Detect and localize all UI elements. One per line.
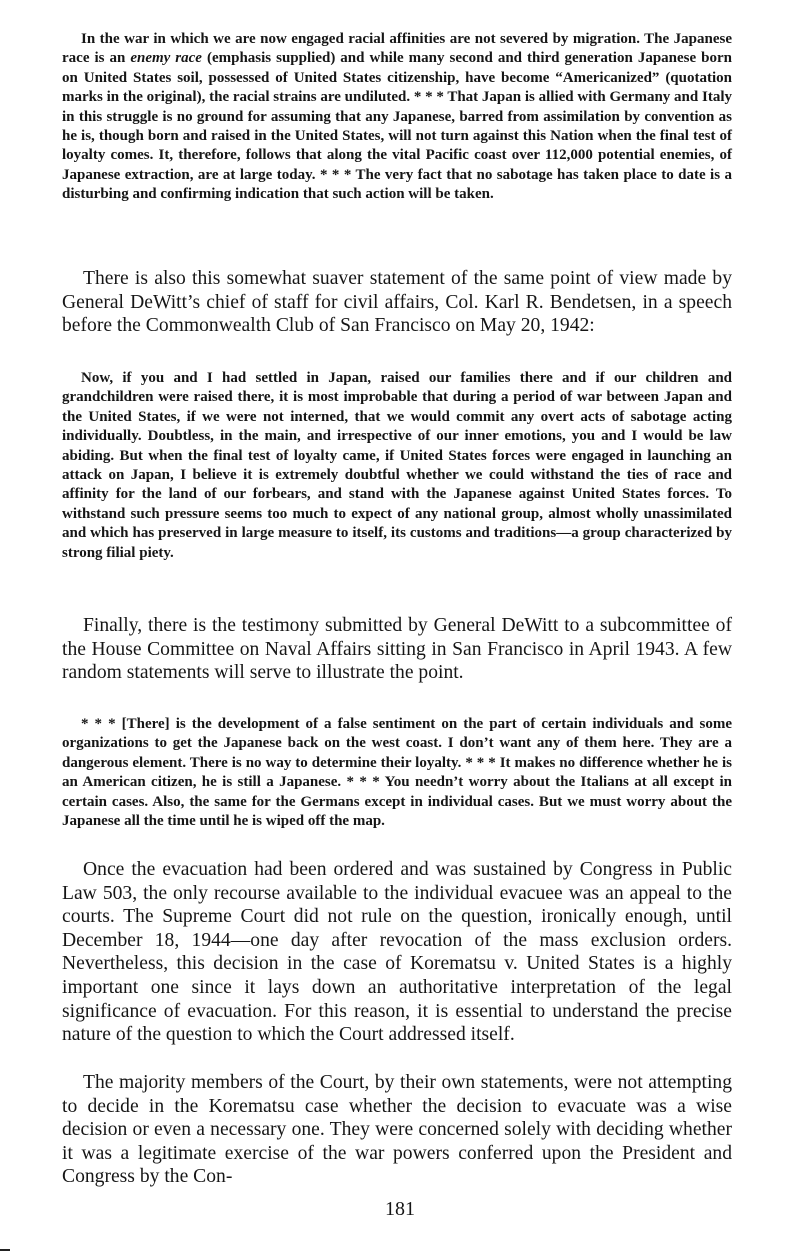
body-paragraph-majority-members: The majority members of the Court, by their own statements, were not attempting to decide in the Korematsu case whether the decision to evacuate was a wise decision or even a necessary one. They were concerned solely with deciding whether it was a legitimate exercise of the war powers conferred upon the President and Congress by the Con- [62, 1072, 732, 1188]
scan-edge-mark [0, 1249, 10, 1251]
body-paragraph-house-testimony-intro: Finally, there is the testimony submitted by General DeWitt to a subcommittee of the House Committee on Naval Affairs sitting in San Francisco in April 1943. A few random statements will serve to illustrate the point. [62, 615, 732, 684]
body-paragraph-bendetsen-intro: There is also this somewhat suaver statement of the same point of view made by General DeWitt’s chief of staff for civil affairs, Col. Karl R. Bendetsen, in a speech before the Commonwealth Club of San Francisco on May 20, 1942: [62, 268, 732, 337]
emphasized-phrase: enemy race [130, 50, 202, 67]
quote-text-before-emphasis: In the war in which we are now engaged racial affinities are not severed by migration. The Japanese race is an [62, 31, 732, 67]
block-quote-dewitt-testimony: * * * [There] is the development of a false sentiment on the part of certain individuals and some organizations to get the Japanese back on the west coast. I don’t want any of them here. They are a dangerous element. There is no way to determine their loyalty. * * * It makes no difference whether he is an American citizen, he is still a Japanese. * * * You needn’t worry about the Italians at all except in certain cases. Also, the same for the Germans except in individual cases. But we must worry about the Japanese all the time until he is wiped off the map. [62, 716, 732, 830]
block-quote-dewitt-report [62, 30, 732, 205]
page-number: 181 [385, 1198, 415, 1220]
block-quote-bendetsen-speech: Now, if you and I had settled in Japan, raised our families there and if our children and grandchildren were raised there, it is most improbable that during a period of war between Japan and the United States, if we were not interned, that we would commit any overt acts of sabotage acting individually. Doubtless, in the main, and irrespective of our inner emotions, you and I would be law abiding. But when the final test of loyalty came, if United States forces were engaged in launching an attack on Japan, I believe it is extremely doubtful whether we could withstand the ties of race and affinity for the land of our forbears, and stand with the Japanese against United States forces. To withstand such pressure seems too much to expect of any national group, almost wholly unassimilated and which has preserved in large measure to itself, its customs and traditions—a group characterized by strong filial piety. [62, 370, 732, 561]
quote-text-after-emphasis: (emphasis supplied) and while many second and third generation Japanese born on United States soil, possessed of United States citizenship, have become “Americanized” (quotation marks in the original), the racial strains are undiluted. * * * That Japan is allied with Germany and Italy in this struggle is no ground for assuming that any Japanese, barred from assimilation by convention as he is, though born and raised in the United States, will not turn against this Nation when the final test of loyalty comes. It, therefore, follows that along the vital Pacific coast over 112,000 potential enemies, of Japanese extraction, are at large today. * * * The very fact that no sabotage has taken place to date is a disturbing and confirming indication that such action will be taken. [62, 50, 732, 203]
body-paragraph-evacuation-korematsu: Once the evacuation had been ordered and was sustained by Congress in Public Law 503, the only recourse available to the individual evacuee was an appeal to the courts. The Supreme Court did not rule on the question, ironically enough, until December 18, 1944—one day after revocation of the mass exclusion orders. Nevertheless, this decision in the case of Korematsu v. United States is a highly important one since it lays down an authoritative interpretation of the legal significance of evacuation. For this reason, it is essential to understand the precise nature of the question to which the Court addressed itself. [62, 859, 732, 1046]
